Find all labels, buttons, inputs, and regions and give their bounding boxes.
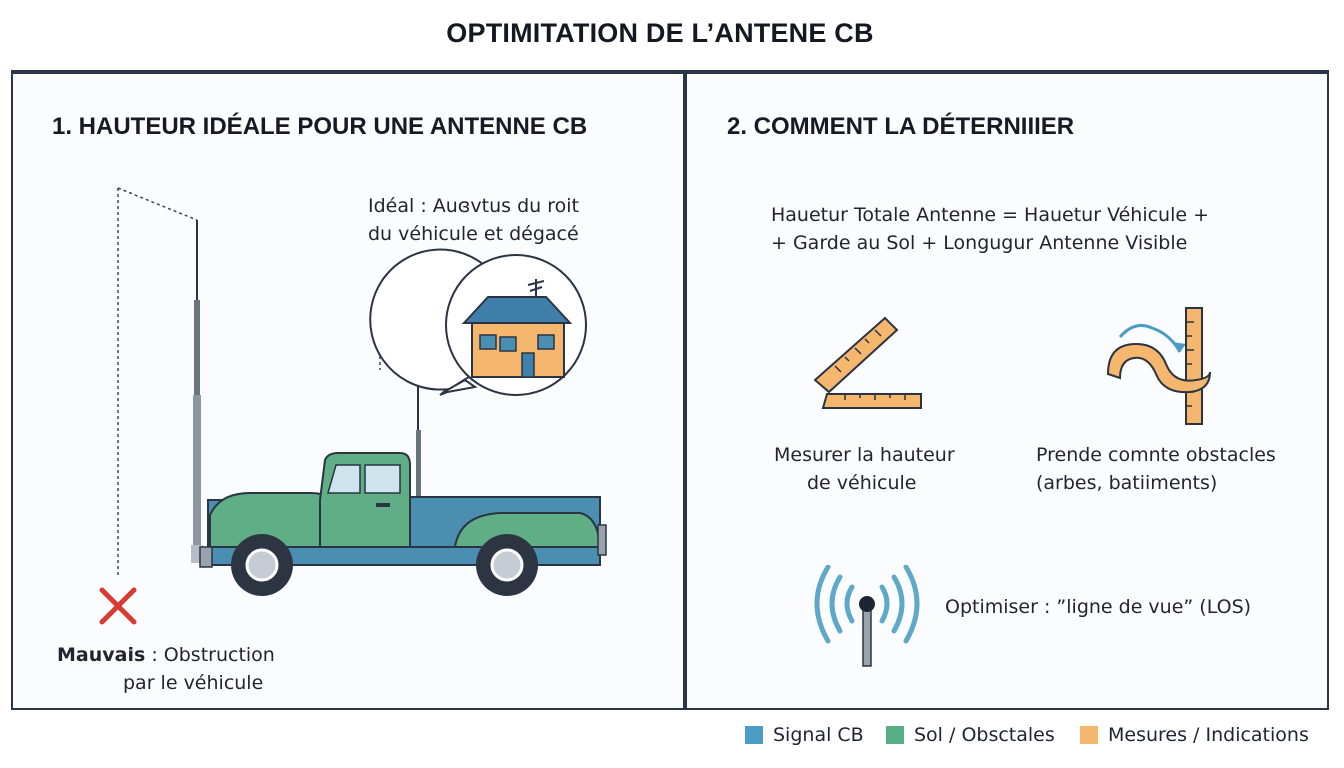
measure-text-line2: de véhicule (807, 472, 917, 494)
legend-swatch-ground (886, 726, 904, 744)
tall-antenna-guide (118, 188, 197, 577)
house-bubble (370, 250, 586, 395)
obstacles-text-line1: Prende comnte obstacles (1036, 444, 1276, 466)
right-panel-heading: 2. COMMENT LA DÉTERNIIIER (727, 113, 1075, 140)
legend-label-measures: Mesures / Indications (1108, 724, 1309, 746)
bad-text-rest: : Obstruction (145, 644, 275, 666)
tall-antenna (191, 220, 203, 563)
legend-item-measures (1080, 724, 1309, 746)
bad-x-icon (102, 590, 134, 622)
ideal-text-line1: Idéal : Auɞvtus du roit (368, 195, 579, 217)
legend-item-ground (886, 724, 1055, 746)
formula-line1: Hauetur Totale Antenne = Hauetur Véhicule + (771, 204, 1210, 226)
roof-antenna (416, 375, 421, 500)
bad-text-line2: par le véhicule (123, 672, 264, 694)
obstacles-text-line2: (arbes, batiiments) (1036, 472, 1218, 494)
obstacle-measure-icon (1100, 302, 1220, 427)
los-text: Optimiser : ”ligne de vue” (LOS) (945, 596, 1252, 618)
legend-label-signal: Signal CB (773, 724, 864, 746)
bad-label: Mauvais (57, 644, 146, 666)
ruler-icon (805, 310, 935, 415)
legend-swatch-signal (745, 726, 763, 744)
bad-text-line1 (57, 641, 275, 669)
legend-label-ground: Sol / Obsctales (914, 724, 1055, 746)
left-panel-heading: 1. HAUTEUR IDÉALE POUR UNE ANTENNE CB (52, 113, 588, 140)
panel-divider (683, 70, 687, 710)
formula-line2: + Garde au Sol + Longugur Antenne Visible (771, 232, 1188, 254)
truck-antenna-illustration (60, 175, 620, 635)
legend-item-signal (745, 724, 864, 746)
legend-swatch-measures (1080, 726, 1098, 744)
page-title: OPTIMITATION DE L’ANTENE CB (446, 18, 874, 48)
ideal-text-line2: du véhicule et dégacé (368, 223, 579, 245)
measure-text-line1: Mesurer la hauteur (774, 444, 955, 466)
signal-tower-icon (810, 565, 925, 670)
pickup-truck (200, 453, 606, 596)
